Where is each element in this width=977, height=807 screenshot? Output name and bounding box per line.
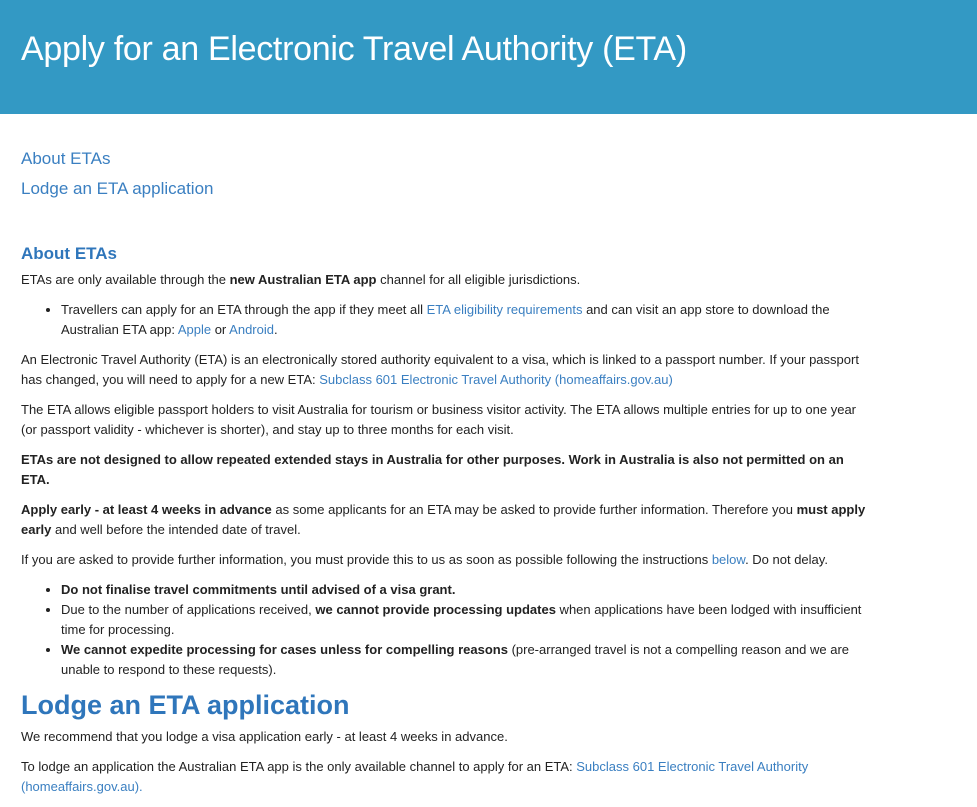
bold-text: ETAs are not designed to allow repeated extended stays in Australia for other purposes. Work in Australia is also not permitted on an ETA. [21,452,844,487]
inline-link[interactable]: below [711,552,746,567]
text: . [273,322,278,337]
inline-link[interactable]: Subclass 601 Electronic Travel Authority (homeaffairs.gov.au). [21,759,809,794]
paragraph [21,500,871,540]
list-item [61,300,871,340]
table-of-contents [21,144,871,204]
paragraph [21,550,871,570]
text: Due to the number of applications received, [61,602,316,617]
lodge-body [21,727,871,797]
list-item [61,580,871,600]
bold-text: new Australian ETA app [229,272,377,287]
bullet-list [21,300,871,340]
page-title: Apply for an Electronic Travel Authority (ETA) [21,30,687,68]
bold-text: must apply early [21,502,866,537]
text: An Electronic Travel Authority (ETA) is an electronically stored authority equivalent to a visa, which is linked to a passport number. If your passport has changed, you will need to apply for a new ETA: [21,352,859,387]
paragraph [21,450,871,490]
lodge-heading: Lodge an ETA application [21,690,350,720]
text: ETAs are only available through the [21,272,230,287]
page-header [0,0,977,114]
toc-link-lodge-application[interactable]: Lodge an ETA application [21,179,214,198]
about-section [21,244,871,680]
bold-text: Apply early - at least 4 weeks in advance [21,502,272,517]
bold-text: we cannot provide processing updates [315,602,556,617]
main-content [0,144,892,797]
text: and can visit an app store to download the Australian ETA app: [61,302,830,337]
inline-link[interactable]: Apple [177,322,212,337]
toc-link-about-etas[interactable]: About ETAs [21,149,111,168]
about-heading: About ETAs [21,244,118,263]
bullet-list [21,580,871,680]
inline-link[interactable]: ETA eligibility requirements [426,302,583,317]
lodge-section [21,690,871,797]
text: (pre-arranged travel is not a compelling reason and we are unable to respond to these requests). [61,642,850,677]
paragraph [21,757,871,797]
bold-text: Do not finalise travel commitments until advised of a visa grant. [61,582,456,597]
text: The ETA allows eligible passport holders to visit Australia for tourism or business visitor activity. The ETA allows multiple entries for up to one year (or passport validity - whichever is shorter), and stay up to three months for each visit. [21,402,857,437]
text: when applications have been lodged with insufficient time for processing. [61,602,862,637]
text: We recommend that you lodge a visa application early - at least 4 weeks in advance. [21,729,508,744]
list-item [61,600,871,640]
text: If you are asked to provide further information, you must provide this to us as soon as possible following the instructions [21,552,712,567]
text: as some applicants for an ETA may be asked to provide further information. Therefore you [271,502,797,517]
paragraph [21,727,871,747]
about-body [21,270,871,680]
paragraph [21,270,871,290]
inline-link[interactable]: Subclass 601 Electronic Travel Authority (homeaffairs.gov.au) [319,372,673,387]
list-item [61,640,871,680]
text: . Do not delay. [745,552,828,567]
inline-link[interactable]: Android [229,322,274,337]
bold-text: We cannot expedite processing for cases unless for compelling reasons [61,642,508,657]
text: and well before the intended date of travel. [51,522,301,537]
paragraph [21,400,871,440]
text: channel for all eligible jurisdictions. [376,272,581,287]
text: Travellers can apply for an ETA through the app if they meet all [61,302,427,317]
text: or [211,322,230,337]
paragraph [21,350,871,390]
text: To lodge an application the Australian ETA app is the only available channel to apply for an ETA: [21,759,577,774]
